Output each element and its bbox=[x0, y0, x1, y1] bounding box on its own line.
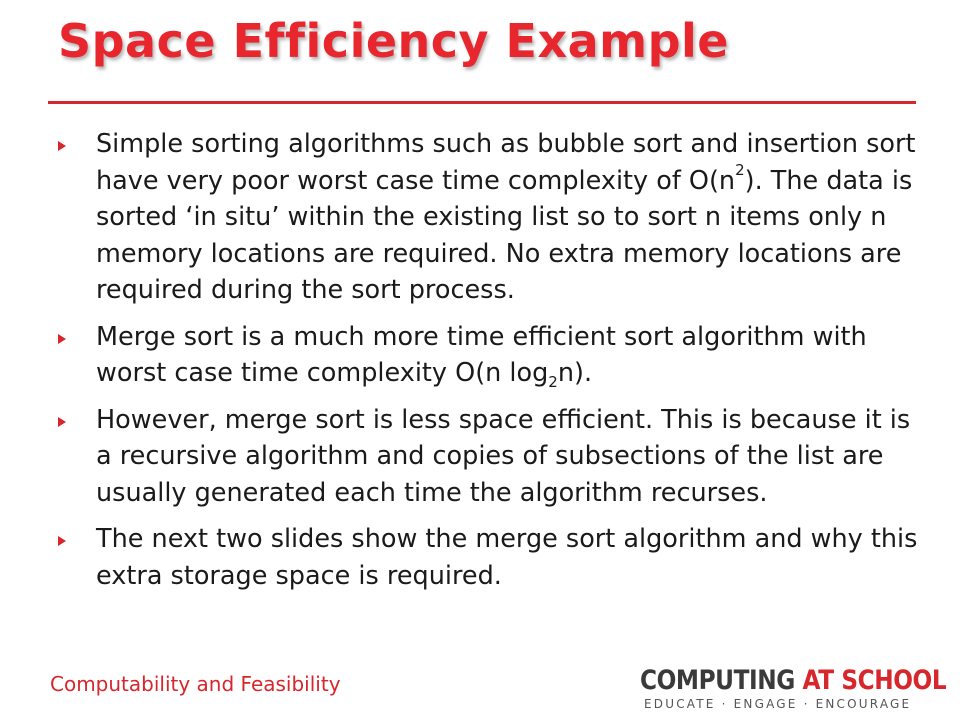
logo-wordmark: COMPUTING AT SCHOOL bbox=[640, 665, 947, 696]
bullet-text: However, merge sort is less space efficient. This is because it is a recursive algorithm and copies of subsections of the list are usually generated each time the algorithm recurses. bbox=[96, 404, 911, 508]
bullet-item bbox=[58, 402, 918, 512]
title-divider bbox=[48, 101, 916, 104]
bullet-item bbox=[58, 521, 918, 594]
bullet-text: Simple sorting algorithms such as bubble sort and insertion sort have very poor worst case time complexity of $O(n^2)$. The data is sorted ‘in situ’ within the existing list so to sort n items only n memory locations are required. No extra memory locations are required during the sort process. bbox=[96, 129, 916, 305]
triangle-bullet-icon bbox=[58, 536, 66, 546]
computing-at-school-logo bbox=[640, 664, 947, 716]
bullet-list bbox=[58, 126, 918, 604]
footer-course-title: Computability and Feasibility bbox=[50, 672, 341, 696]
bullet-text: Merge sort is a much more time efficient sort algorithm with worst case time complexity O(n $\log_2n$). bbox=[96, 321, 867, 392]
logo-tagline: EDUCATE · ENGAGE · ENCOURAGE bbox=[644, 697, 912, 711]
bullet-item bbox=[58, 126, 918, 309]
bullet-text: The next two slides show the merge sort algorithm and why this extra storage space is required. bbox=[96, 524, 918, 591]
bullet-item bbox=[58, 319, 918, 392]
triangle-bullet-icon bbox=[58, 141, 66, 151]
triangle-bullet-icon bbox=[58, 417, 66, 427]
slide-title: Space Efficiency Example bbox=[58, 14, 730, 68]
triangle-bullet-icon bbox=[58, 334, 66, 344]
